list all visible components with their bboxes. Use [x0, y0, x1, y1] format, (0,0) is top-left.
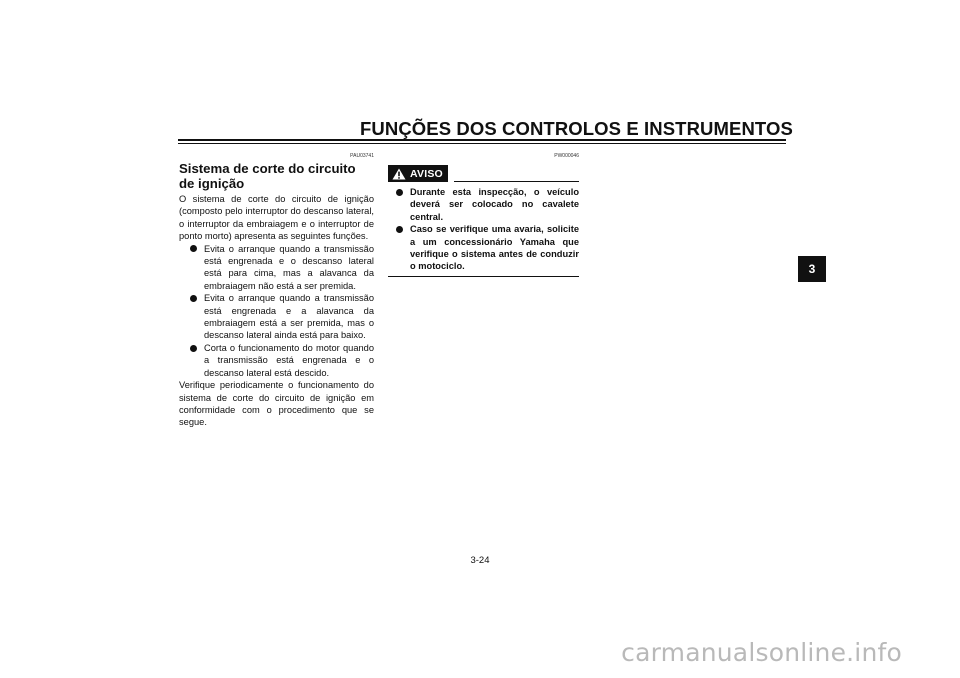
bullet-icon	[190, 345, 197, 352]
watermark-text: carmanualsonline.info	[621, 638, 902, 667]
warning-header	[388, 162, 579, 182]
bullet-icon	[190, 295, 197, 302]
chapter-tab: 3	[798, 256, 826, 282]
warning-triangle-icon	[392, 168, 406, 180]
left-column	[179, 153, 374, 429]
warning-list	[388, 186, 579, 273]
list-item	[179, 243, 374, 293]
list-item	[388, 186, 579, 223]
list-item	[179, 342, 374, 379]
list-item-text: Corta o funcionamento do motor quando a transmissão está engrenada e o descanso lateral está descido.	[204, 342, 374, 378]
section-title: Sistema de corte do circuito de ignição	[179, 161, 356, 191]
warning-end-rule	[388, 276, 579, 278]
header-rule	[178, 139, 786, 141]
list-item-text: Evita o arranque quando a transmissão está engrenada e a alavanca da embraiagem está a ser premida, mas o descanso lateral ainda está para baixo.	[204, 293, 374, 341]
aviso-label: AVISO	[410, 167, 443, 180]
page-header-title: FUNÇÕES DOS CONTROLOS E INSTRUMENTOS	[360, 118, 793, 139]
section-intro: O sistema de corte do circuito de ignição (composto pelo interruptor do descanso lateral, o interruptor da embraiagem e o interruptor de ponto morto) apresenta as seguintes funções.	[179, 194, 374, 242]
list-item-text: Evita o arranque quando a transmissão está engrenada e o descanso lateral está para cima, mas a alavanca da embraiagem não está a ser premida.	[204, 243, 374, 291]
watermark	[0, 638, 960, 667]
aviso-badge	[388, 165, 448, 182]
right-column	[388, 153, 579, 277]
section-outro: Verifique periodicamente o funcionamento do sistema de corte do circuito de ignição em conformidade com o procedimento que se segue.	[179, 380, 374, 428]
section-code: PAU03741	[350, 153, 374, 159]
warning-item-text: Durante esta inspecção, o veículo deverá ser colocado no cavalete central.	[410, 187, 579, 222]
bullet-icon	[396, 189, 403, 196]
function-list	[179, 243, 374, 379]
list-item	[388, 223, 579, 273]
warning-header-rule	[454, 181, 579, 183]
warning-item-text: Caso se verifique uma avaria, solicite a um concessionário Yamaha que verifique o sistema antes de conduzir o motociclo.	[410, 224, 579, 272]
page-number: 3-24	[470, 555, 490, 566]
list-item	[179, 292, 374, 342]
bullet-icon	[190, 245, 197, 252]
header-rule-thin	[178, 143, 786, 144]
warning-code: PW000046	[554, 153, 579, 159]
bullet-icon	[396, 226, 403, 233]
